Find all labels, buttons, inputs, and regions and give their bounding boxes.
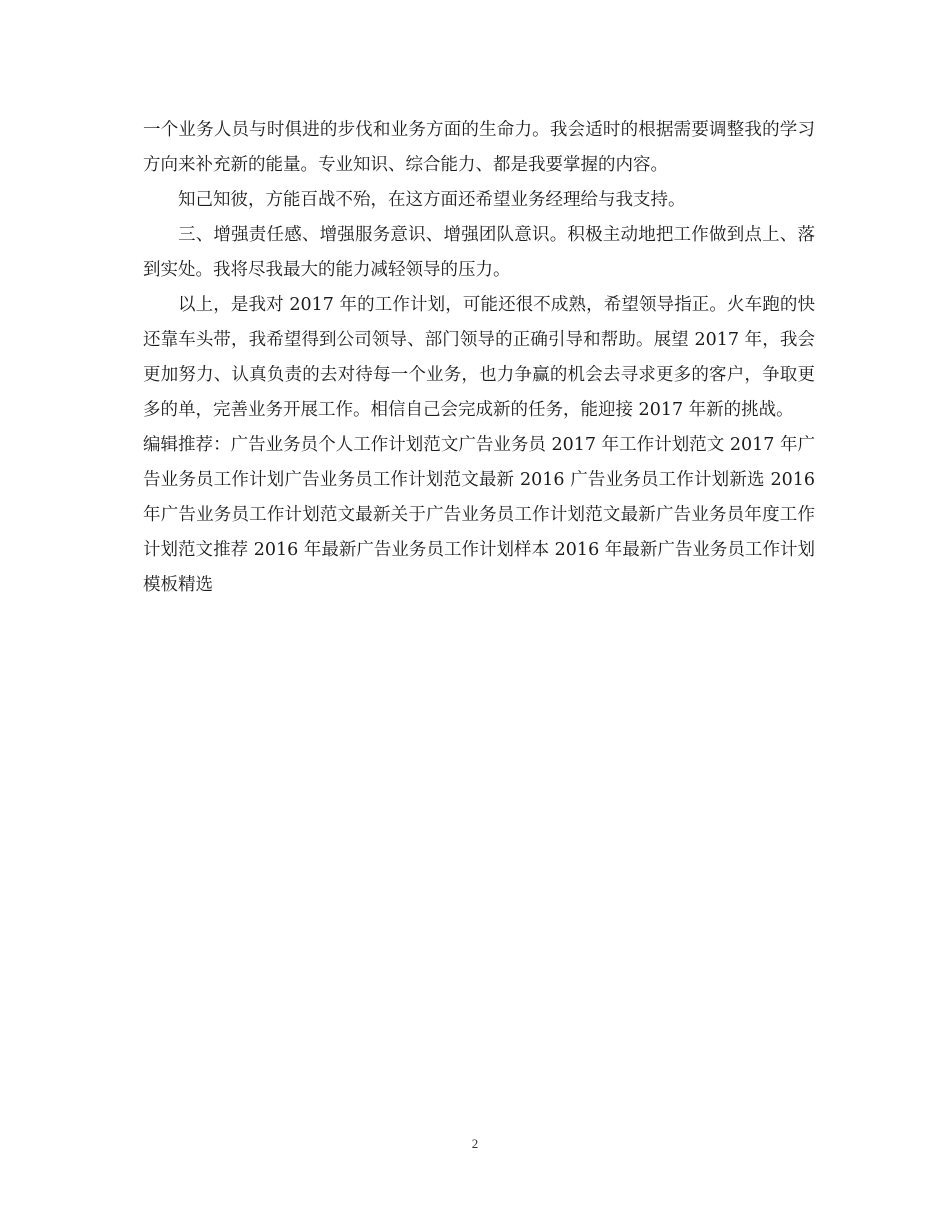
paragraph-know-yourself: 知己知彼，方能百战不殆，在这方面还希望业务经理给与我支持。 [178,190,686,210]
paragraph-learning-direction: 一个业务人员与时俱进的步伐和业务方面的生命力。我会适时的根据需要调整我的学习方向来补充新的能量。专业知识、综合能力、都是我要掌握的内容。 [143,120,815,175]
page-number: 2 [471,1136,479,1151]
document-body [143,113,815,603]
paragraph-editor-recommendation: 编辑推荐：广告业务员个人工作计划范文广告业务员 2017 年工作计划范文 2017 年广告业务员工作计划广告业务员工作计划范文最新 2016 广告业务员工作计划新选 2016 年广告业务员工作计划范文最新关于广告业务员工作计划范文最新广告业务员年度工作计划范文推荐 2016 年最新广告业务员工作计划样本 2016 年最新广告业务员工作计划模板精选 [143,435,815,595]
paragraph-responsibility: 三、增强责任感、增强服务意识、增强团队意识。积极主动地把工作做到点上、落到实处。我将尽我最大的能力减轻领导的压力。 [143,225,815,280]
paragraph-conclusion: 以上，是我对 2017 年的工作计划，可能还很不成熟，希望领导指正。火车跑的快还靠车头带，我希望得到公司领导、部门领导的正确引导和帮助。展望 2017 年，我会更加努力、认真负责的去对待每一个业务，也力争赢的机会去寻求更多的客户，争取更多的单，完善业务开展工作。相信自己会完成新的任务，能迎接 2017 年新的挑战。 [143,295,815,420]
